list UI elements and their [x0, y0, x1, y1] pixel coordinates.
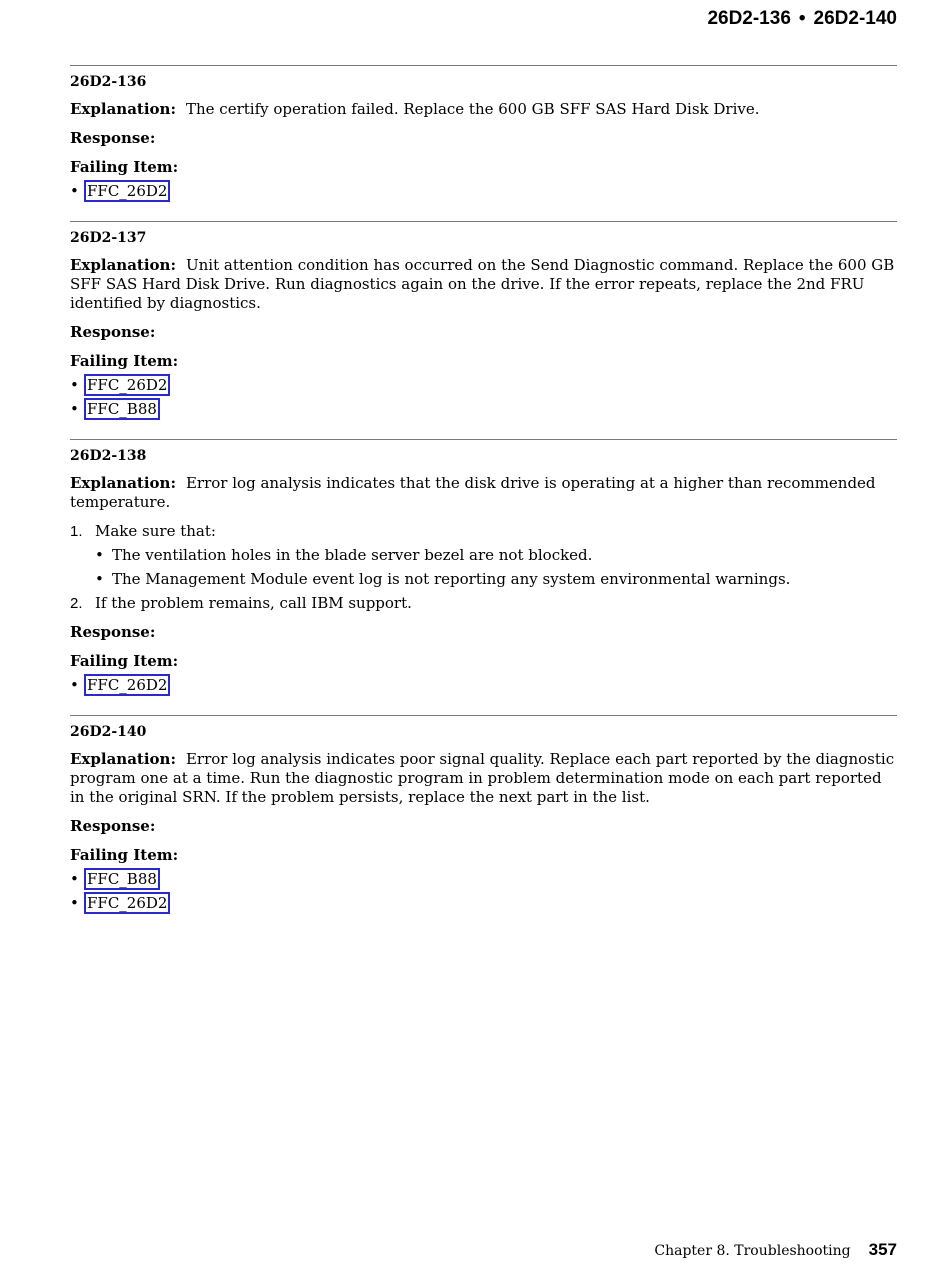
error-code: 26D2-140 [70, 724, 147, 740]
explanation-label: Explanation: [70, 256, 176, 274]
running-head-separator: • [798, 8, 806, 29]
list-item [70, 891, 897, 915]
procedure-step [70, 522, 897, 589]
explanation-text: Unit attention condition has occurred on the Send Diagnostic command. Replace the 600 GB SFF SAS Hard Disk Drive. Run diagnostics again on the drive. If the error repeats, replace the 2nd FRU identified by diagnostics. [70, 256, 895, 312]
failing-item-list [70, 179, 897, 203]
step-number: 2. [70, 595, 83, 612]
error-code: 26D2-136 [70, 74, 147, 90]
fru-link[interactable]: FFC_26D2 [84, 180, 170, 202]
page-content [70, 65, 897, 915]
failing-item-list [70, 373, 897, 421]
error-entry-26d2-140 [70, 715, 897, 915]
explanation-text: Error log analysis indicates that the disk drive is operating at a higher than recommended temperature. [70, 474, 876, 511]
list-item [70, 373, 897, 397]
procedure-step [70, 594, 897, 613]
page-footer [654, 1240, 897, 1260]
failing-item-heading: Failing Item: [70, 846, 179, 864]
step-text: Make sure that: [95, 522, 216, 540]
fru-link[interactable]: FFC_B88 [84, 868, 160, 890]
explanation [70, 256, 897, 313]
list-item [70, 397, 897, 421]
list-item: • The ventilation holes in the blade server bezel are not blocked. [95, 546, 897, 565]
step-text: If the problem remains, call IBM support. [95, 594, 412, 612]
explanation [70, 750, 897, 807]
response-heading: Response: [70, 323, 156, 341]
list-item [70, 867, 897, 891]
explanation [70, 474, 897, 512]
fru-link[interactable]: FFC_26D2 [84, 374, 170, 396]
failing-item-heading: Failing Item: [70, 352, 179, 370]
procedure-steps [70, 522, 897, 613]
fru-link[interactable]: FFC_26D2 [84, 892, 170, 914]
error-entry-26d2-136 [70, 65, 897, 221]
response-heading: Response: [70, 129, 156, 147]
failing-item-heading: Failing Item: [70, 158, 179, 176]
failing-item-list [70, 867, 897, 915]
step-sublist [95, 546, 897, 589]
fru-link[interactable]: FFC_B88 [84, 398, 160, 420]
running-head-first-code: 26D2-136 [707, 8, 791, 29]
response-heading: Response: [70, 817, 156, 835]
explanation-text: Error log analysis indicates poor signal quality. Replace each part reported by the diagnostic program one at a time. Run the diagnostic program in problem determination mode on each part reported in the original SRN. If the problem persists, replace the next part in the list. [70, 750, 895, 806]
list-item: • The Management Module event log is not reporting any system environmental warnings. [95, 570, 897, 589]
error-code: 26D2-138 [70, 448, 147, 464]
fru-link[interactable]: FFC_26D2 [84, 674, 170, 696]
page-number: 357 [868, 1240, 897, 1259]
explanation-label: Explanation: [70, 474, 176, 492]
error-entry-26d2-137 [70, 221, 897, 439]
running-head-last-code: 26D2-140 [813, 8, 897, 29]
list-item [70, 673, 897, 697]
explanation-label: Explanation: [70, 100, 176, 118]
explanation [70, 100, 897, 119]
list-item [70, 179, 897, 203]
footer-chapter: Chapter 8. Troubleshooting [654, 1243, 851, 1259]
response-heading: Response: [70, 623, 156, 641]
error-entry-26d2-138 [70, 439, 897, 715]
error-code: 26D2-137 [70, 230, 147, 246]
step-number: 1. [70, 523, 83, 540]
failing-item-list [70, 673, 897, 697]
failing-item-heading: Failing Item: [70, 652, 179, 670]
running-head [707, 8, 897, 30]
explanation-label: Explanation: [70, 750, 176, 768]
explanation-text: The certify operation failed. Replace the 600 GB SFF SAS Hard Disk Drive. [185, 100, 760, 118]
